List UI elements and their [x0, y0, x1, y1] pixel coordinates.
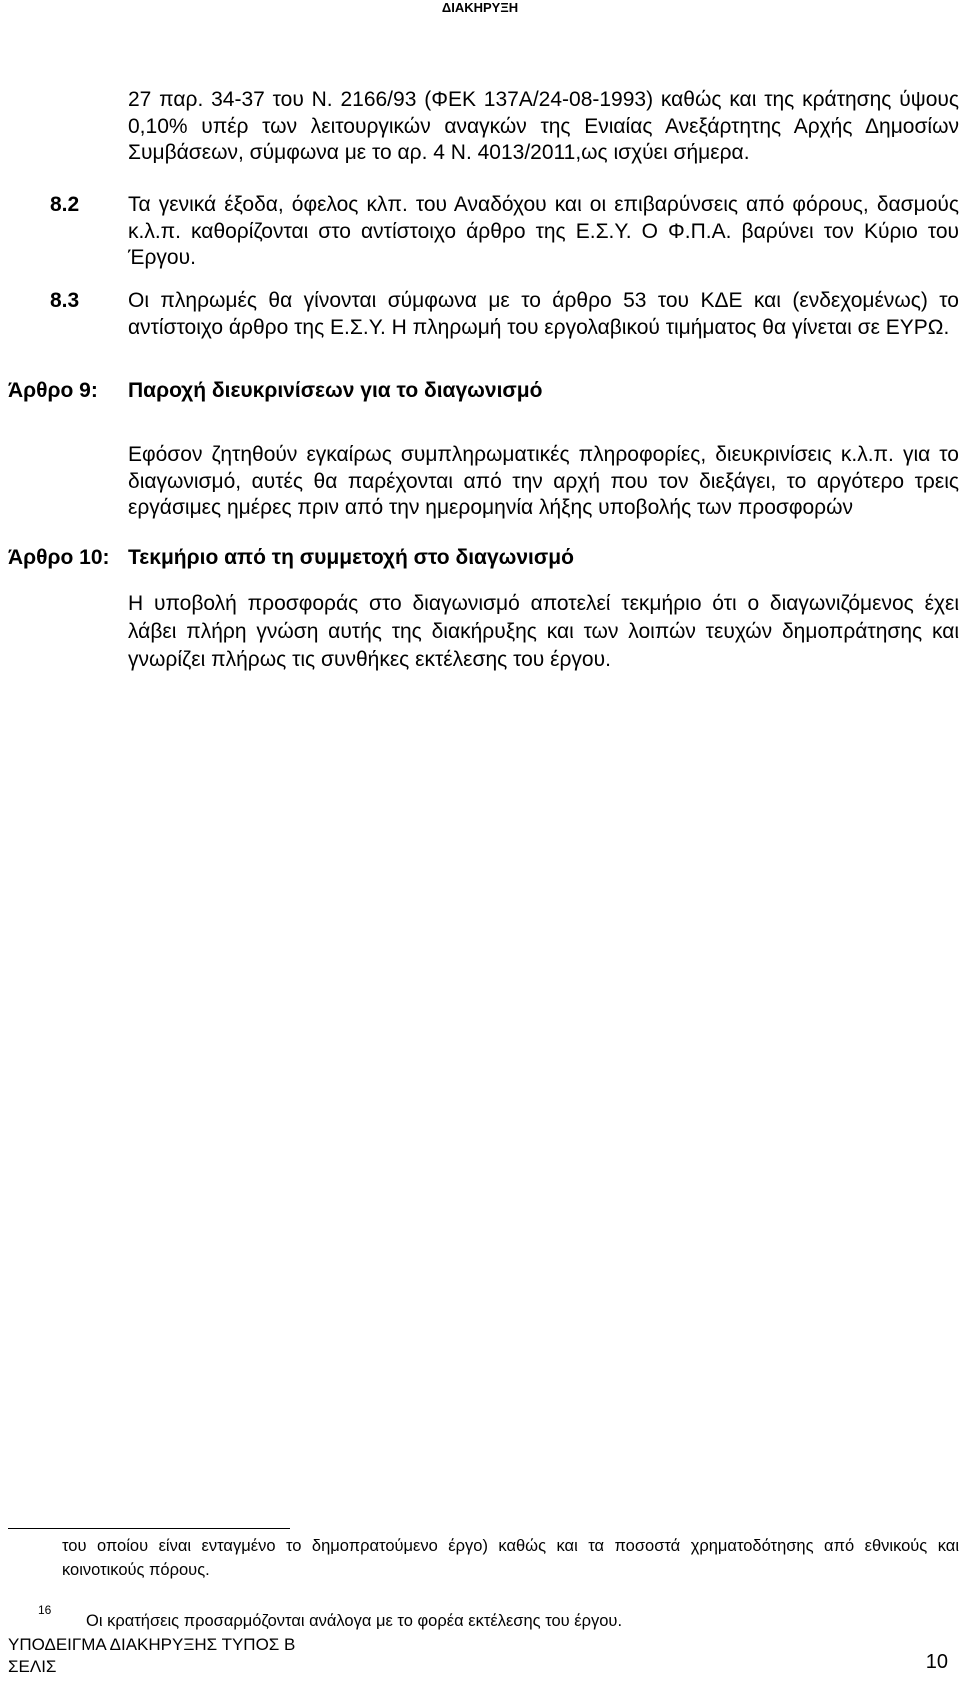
footnote-separator	[8, 1528, 290, 1529]
article-label: Άρθρο 9:	[8, 379, 98, 402]
article-title: Τεκμήριο από τη συμμετοχή στο διαγωνισμό	[128, 546, 574, 569]
section-text: Τα γενικά έξοδα, όφελος κλπ. του Αναδόχου και οι επιβαρύνσεις από φόρους, δασμούς κ.λ.π. καθορίζονται στο αντίστοιχο άρθρο της Ε.Σ.Υ. Ο Φ.Π.Α. βαρύνει τον Κύριο του Έργου.	[128, 193, 959, 269]
article-label: Άρθρο 10:	[8, 546, 110, 569]
footer-document-title	[8, 1634, 295, 1678]
section-text: Οι πληρωμές θα γίνονται σύμφωνα με το άρθρο 53 του ΚΔΕ και (ενδεχομένως) το αντίστοιχο άρθρο της Ε.Σ.Υ. Η πληρωμή του εργολαβικού τιμήματος θα γίνεται σε ΕΥΡΩ.	[128, 289, 959, 339]
footnote-text: Οι κρατήσεις προσαρμόζονται ανάλογα με το φορέα εκτέλεσης του έργου.	[86, 1612, 623, 1630]
article-body: Εφόσον ζητηθούν εγκαίρως συμπληρωματικές πληροφορίες, διευκρινίσεις κ.λ.π. για το διαγωνισμό, αυτές θα παρέχονται από την αρχή που τον διεξάγει, το αργότερο τρεις εργάσιμες ημέρες πριν από την ημερομηνία λήξης υποβολής των προσφορών	[128, 443, 959, 519]
footnote-number: 16	[38, 1603, 52, 1617]
intro-continuation-paragraph: 27 παρ. 34-37 του Ν. 2166/93 (ΦΕΚ 137Α/24-08-1993) καθώς και της κράτησης ύψους 0,10% υπέρ των λειτουργικών αναγκών της Ενιαίας Ανεξάρτητης Αρχής Δημοσίων Συμβάσεων, σύμφωνα με το αρ. 4 Ν. 4013/2011,ως ισχύει σήμερα.	[128, 88, 959, 164]
article-title: Παροχή διευκρινίσεων για το διαγωνισμό	[128, 379, 543, 402]
footer-title-line: ΣΕΛΙΣ	[8, 1657, 57, 1676]
section-number: 8.2	[50, 193, 80, 216]
footnote-continuation: του οποίου είναι ενταγμένο το δημοπρατούμενο έργο) καθώς και τα ποσοστά χρηματοδότησης από εθνικούς και κοινοτικούς πόρους.	[62, 1537, 959, 1579]
article-body: Η υποβολή προσφοράς στο διαγωνισμό αποτελεί τεκμήριο ότι ο διαγωνιζόμενος έχει λάβει πλήρη γνώση αυτής της διακήρυξης και των λοιπών τευχών δημοπράτησης και γνωρίζει πλήρως τις συνθήκες εκτέλεσης του έργου.	[128, 592, 959, 671]
page-number: 10	[925, 1651, 948, 1673]
section-number: 8.3	[50, 289, 80, 312]
footer-title-line: ΥΠΟΔΕΙΓΜΑ ΔΙΑΚΗΡΥΞΗΣ ΤΥΠΟΣ Β	[8, 1635, 296, 1654]
page-header-title: ΔΙΑΚΗΡΥΞΗ	[441, 0, 519, 15]
